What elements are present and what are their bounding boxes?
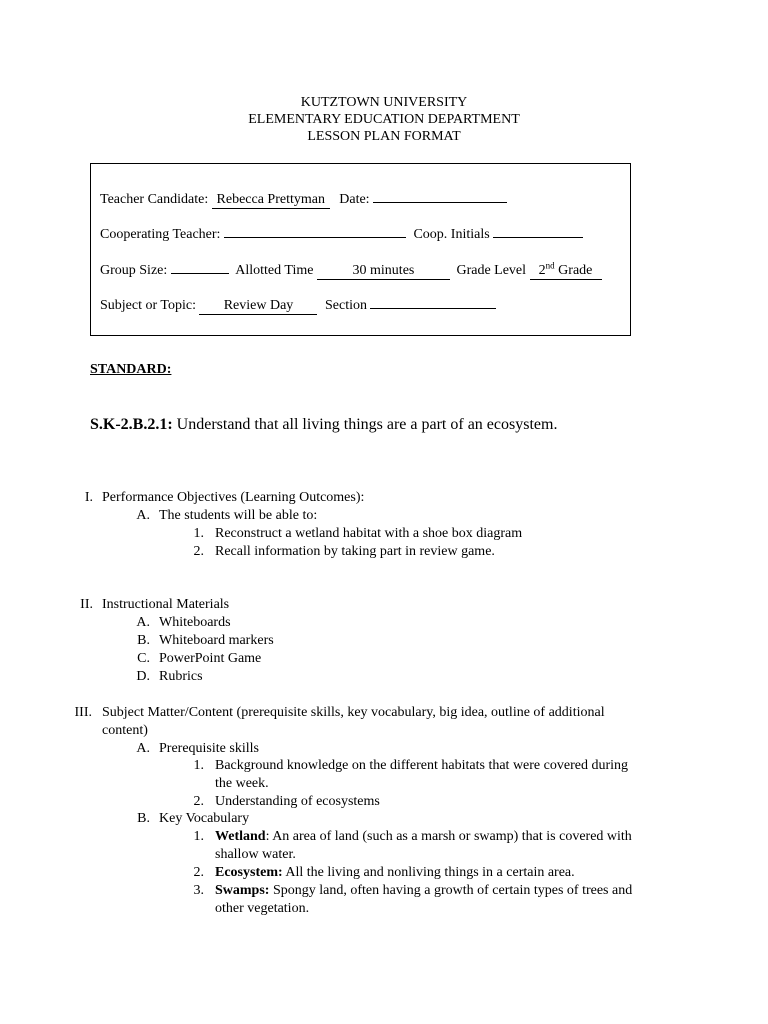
subject-field[interactable]: Review Day [199,298,317,315]
standard-heading: STANDARD: [90,362,172,377]
lesson-info-box [90,163,631,336]
document-page: KUTZTOWN UNIVERSITY ELEMENTARY EDUCATION DEPARTMENT LESSON PLAN FORMAT Teacher Candidate: Rebecca Prettyman Date: Cooperating Teacher: Coop. Initials Group Size: Allotted Time 30 minutes Grade Level 2nd Grade Subject or Topic: Review Day Section STANDARD: S.K-2.B.2.1: Understand that all living things are a part of an ecosystem. I. Performance Objectives (Learning Outcomes): A. The students will be able to: 1. Reconstruct a wetland habitat with a shoe box diagram 2. Recall information by taking part in review game. II. Instructional Materials A. Whiteboards B. Whiteboard markers C. PowerPoint Game D. Rubrics III. Subject Matter/Content (prerequisite skills, key vocabulary, big idea, outline of additional content) A. Prerequisite skills 1. Background knowledge on the different habitats that were covered during the week. 2. Understanding of ecosystems B. Key Vocabulary 1. Wetland: An area of land (such as a marsh or swamp) that is covered with shallow water. 2. Ecosystem: All the living and nonliving things in a certain area. 3. Swamps: Spongy land, often having a growth of certain types of trees and other vegetation. [0,0,768,1024]
department-name: ELEMENTARY EDUCATION DEPARTMENT [248,112,520,127]
grade-suffix: nd [545,260,555,271]
cooperating-teacher-row [100,221,583,244]
coop-initials-field[interactable] [493,221,583,238]
university-name: KUTZTOWN UNIVERSITY [300,95,468,110]
roman-numeral: II. [80,597,93,612]
cooperating-teacher-field[interactable] [224,221,406,238]
teacher-candidate-label: Teacher Candidate: [100,192,209,207]
section-field[interactable] [370,292,496,309]
standard-statement [90,415,557,435]
cooperating-teacher-label: Cooperating Teacher: [100,227,221,242]
section-title: Subject Matter/Content (prerequisite skills, key vocabulary, big idea, outline of additional [102,705,605,720]
subject-label: Subject or Topic: [100,298,196,313]
grade-word: Grade [558,263,593,278]
roman-numeral: I. [84,490,93,505]
subject-row [100,292,496,315]
teacher-candidate-row [100,186,507,209]
grade-level-label: Grade Level [456,263,527,278]
grade-level-field[interactable] [530,260,602,280]
section-title: Instructional Materials [102,597,230,612]
document-header [0,94,768,145]
group-size-row [100,257,602,280]
vocab-term: Wetland [215,829,266,844]
standard-code: S.K-2.B.2.1: [90,416,173,433]
grade-number: 2 [538,263,546,278]
group-size-label: Group Size: [100,263,168,278]
group-size-field[interactable] [171,257,229,274]
date-label: Date: [339,192,370,207]
section-title: Performance Objectives (Learning Outcomes): [102,490,365,505]
standard-text: Understand that all living things are a part of an ecosystem. [176,416,558,433]
date-field[interactable] [373,186,507,203]
teacher-candidate-field[interactable]: Rebecca Prettyman [212,192,330,209]
allotted-time-field[interactable]: 30 minutes [317,263,450,280]
roman-numeral: III. [74,705,92,720]
coop-initials-label: Coop. Initials [413,227,490,242]
allotted-time-label: Allotted Time [235,263,314,278]
section-label: Section [324,298,367,313]
vocab-term: Ecosystem: [215,865,283,880]
vocab-term: Swamps: [215,883,270,898]
form-title: LESSON PLAN FORMAT [307,129,461,144]
